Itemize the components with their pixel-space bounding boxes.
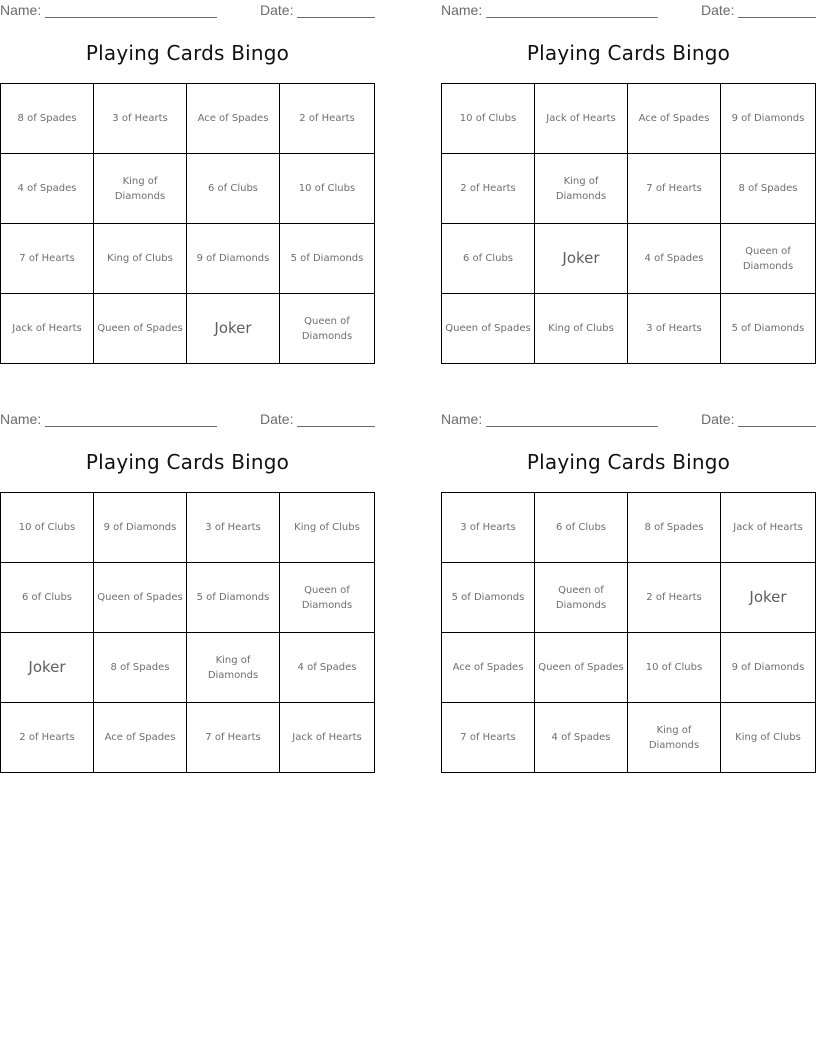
bingo-cell: 2 of Hearts [628,563,721,633]
bingo-cell: 3 of Hearts [628,294,721,363]
bingo-cell: King of Diamonds [535,154,628,224]
bingo-cell: 8 of Spades [721,154,815,224]
bingo-cell: 5 of Diamonds [442,563,535,633]
bingo-cell: 5 of Diamonds [187,563,280,633]
bingo-cell: 6 of Clubs [1,563,94,633]
date-blank-line [738,2,816,18]
bingo-cell: Ace of Spades [94,703,187,772]
name-blank-line [45,411,217,427]
bingo-cell: 6 of Clubs [187,154,280,224]
bingo-cell: 6 of Clubs [442,224,535,294]
bingo-cell: 8 of Spades [1,84,94,154]
bingo-cell: 10 of Clubs [1,493,94,563]
date-blank-line [297,411,375,427]
bingo-cell: 10 of Clubs [280,154,374,224]
bingo-cell: 10 of Clubs [628,633,721,703]
bingo-cell: King of Diamonds [628,703,721,772]
bingo-cell: Queen of Spades [535,633,628,703]
bingo-cell: Queen of Diamonds [301,315,353,342]
bingo-cell: 3 of Hearts [94,84,187,154]
bingo-cell: Queen of Spades [94,563,187,633]
bingo-cell: 9 of Diamonds [721,633,815,703]
bingo-cell: 10 of Clubs [442,84,535,154]
bingo-cell: King of Clubs [280,493,374,563]
name-label: Name: [0,2,42,18]
bingo-cell: Queen of Diamonds [721,224,815,294]
name-blank-line [45,2,217,18]
bingo-cell: 9 of Diamonds [187,224,280,294]
bingo-cell: 2 of Hearts [442,154,535,224]
bingo-grid [441,83,816,364]
bingo-cell: 4 of Spades [628,224,721,294]
bingo-cell: 3 of Hearts [187,493,280,563]
name-label: Name: [0,411,42,427]
bingo-cell: King of Diamonds [187,633,280,703]
bingo-cell: King of Clubs [735,732,801,743]
bingo-grid [441,492,816,773]
card-header [441,2,816,20]
card-title: Playing Cards Bingo [526,450,731,474]
bingo-cell: 9 of Diamonds [94,493,187,563]
bingo-cell: Ace of Spades [442,633,535,703]
bingo-cell: 6 of Clubs [535,493,628,563]
card-title: Playing Cards Bingo [85,450,290,474]
card-header [441,411,816,429]
bingo-cell-joker: Joker [721,563,815,633]
bingo-cell: 4 of Spades [280,633,374,703]
bingo-cell: 7 of Hearts [187,703,280,772]
bingo-cell: Queen of Diamonds [280,563,374,633]
bingo-cell: Queen of Diamonds [535,563,628,633]
name-blank-line [486,2,658,18]
bingo-cell-joker: Joker [1,633,94,703]
bingo-cell: Queen of Spades [94,294,187,363]
bingo-cell: Queen of Spades [442,294,535,363]
card-title: Playing Cards Bingo [85,41,290,65]
bingo-cell: 7 of Hearts [628,154,721,224]
bingo-cell: 2 of Hearts [1,703,94,772]
card-header [0,2,380,20]
bingo-cell: 2 of Hearts [280,84,374,154]
bingo-cell: 9 of Diamonds [721,84,815,154]
bingo-cell: Jack of Hearts [292,732,362,743]
card-header [0,411,380,429]
bingo-grid [0,83,375,364]
bingo-cell: Jack of Hearts [535,84,628,154]
bingo-cell: 8 of Spades [94,633,187,703]
bingo-cell: 5 of Diamonds [280,224,374,294]
bingo-cell: 7 of Hearts [442,703,535,772]
card-title: Playing Cards Bingo [526,41,731,65]
bingo-cell: Jack of Hearts [1,294,94,363]
name-blank-line [486,411,658,427]
name-label: Name: [441,2,483,18]
date-blank-line [738,411,816,427]
name-label: Name: [441,411,483,427]
bingo-cell: 5 of Diamonds [731,323,805,334]
bingo-cell: 4 of Spades [535,703,628,772]
bingo-cell: King of Diamonds [94,154,187,224]
bingo-cell: 3 of Hearts [442,493,535,563]
date-label: Date: [260,2,294,18]
date-label: Date: [701,2,735,18]
bingo-cell-joker: Joker [187,294,280,363]
bingo-grid [0,492,375,773]
date-label: Date: [260,411,294,427]
bingo-cell: 8 of Spades [628,493,721,563]
date-blank-line [297,2,375,18]
bingo-cell: Jack of Hearts [721,493,815,563]
date-label: Date: [701,411,735,427]
bingo-cell: 4 of Spades [1,154,94,224]
bingo-cell: Ace of Spades [628,84,721,154]
bingo-cell: 7 of Hearts [1,224,94,294]
bingo-cell-joker: Joker [535,224,628,294]
bingo-cell: Ace of Spades [187,84,280,154]
bingo-cell: King of Clubs [535,294,628,363]
bingo-cell: King of Clubs [94,224,187,294]
